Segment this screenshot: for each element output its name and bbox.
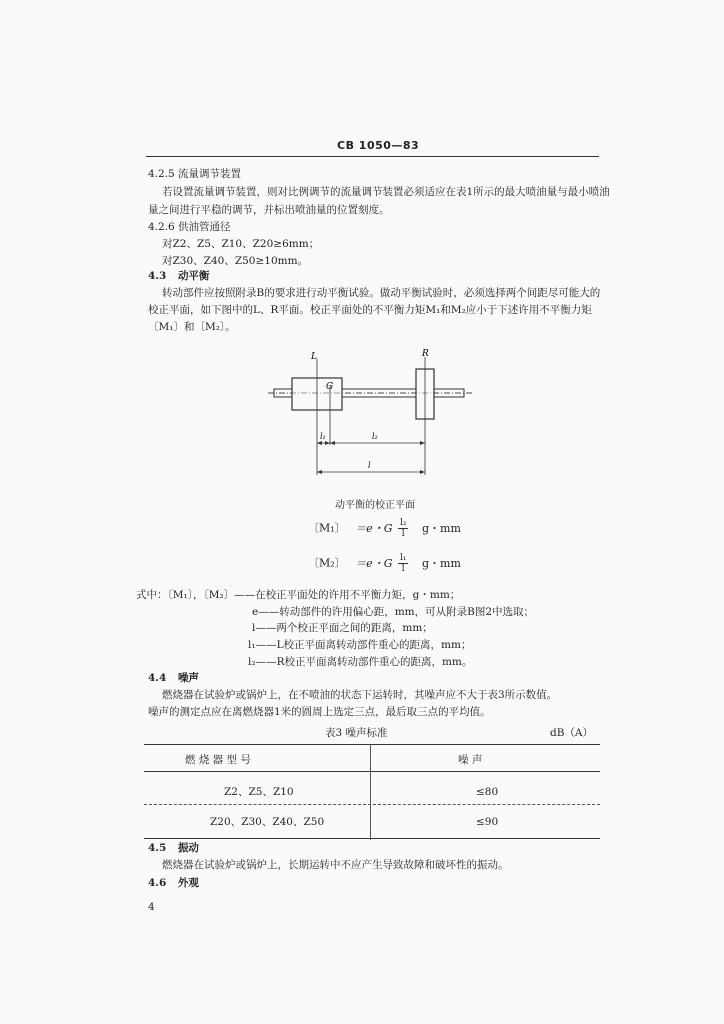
section-4-3-title: 动平衡 (177, 270, 210, 282)
table-row-value: ≤90 (476, 816, 499, 828)
table-row: Z20、Z30、Z40、Z50 (210, 816, 325, 828)
formula-M1-mid: ＝e・G (355, 521, 393, 535)
table-3-col-noise-header: 噪 声 (458, 754, 483, 766)
table-3-header-rule (144, 771, 600, 772)
table-row-value: ≤80 (476, 786, 499, 798)
formula-M2-numerator: l₁ (399, 553, 407, 563)
formula-M2-fraction (398, 553, 409, 574)
section-4-3-body-3: 〔M₁〕和〔M₂〕。 (148, 321, 236, 333)
section-4-6-heading (148, 876, 199, 890)
section-4-4-body-2: 噪声的测定点应在离燃烧器1米的圆周上选定三点，最后取三点的平均值。 (148, 706, 491, 718)
table-3-col-model-header: 燃 烧 器 型 号 (185, 754, 251, 766)
formula-M1-denominator: l (401, 529, 405, 539)
legend-l2: l₂——R校正平面离转动部件重心的距离，mm。 (248, 656, 473, 668)
section-4-3-body-2: 校正平面，如下图中的L、R平面。校正平面处的不平衡力矩M₁和M₂应小于下述许用不平衡力矩 (148, 304, 592, 316)
formula-M2-lhs: 〔M₂〕 (308, 556, 346, 570)
table-3-title: 表3 噪声标准 (325, 727, 388, 739)
section-4-5-number: 4.5 (148, 842, 167, 854)
label-G: G (326, 382, 334, 392)
figure-caption: 动平衡的校正平面 (335, 500, 415, 511)
formula-M2 (308, 553, 461, 574)
section-4-4-heading (148, 671, 199, 685)
formula-M1 (308, 518, 461, 539)
section-4-6-number: 4.6 (148, 877, 167, 889)
formula-M1-fraction (398, 518, 409, 539)
header-rule (146, 156, 599, 157)
section-4-2-6-line-1: 对Z2、Z5、Z10、Z20≥6mm； (162, 238, 320, 250)
section-4-3-body-1: 转动部件应按照附录B的要求进行动平衡试验。做动平衡试验时，必须选择两个间距尽可能大的 (162, 287, 601, 299)
section-4-5-heading (148, 841, 199, 855)
legend-l: l——两个校正平面之间的距离，mm； (252, 622, 433, 634)
section-4-3-number: 4.3 (148, 270, 167, 282)
label-R: R (422, 349, 429, 359)
document-code: CB 1050—83 (337, 139, 420, 152)
formula-M2-unit: g・mm (421, 556, 461, 570)
section-4-5-body: 燃烧器在试验炉或锅炉上，长期运转中不应产生导致故障和破坏性的振动。 (162, 859, 509, 871)
formula-M1-unit: g・mm (421, 521, 461, 535)
section-4-4-body-1: 燃烧器在试验炉或锅炉上，在不喷油的状态下运转时，其噪声应不大于表3所示数值。 (162, 689, 558, 701)
table-row: Z2、Z5、Z10 (224, 786, 294, 798)
formula-M2-mid: ＝e・G (355, 556, 393, 570)
label-l1: l₁ (320, 432, 326, 441)
section-4-2-5-body-1: 若设置流量调节装置，则对比例调节的流量调节装置必须适应在表1所示的最大喷油量与最小喷油 (162, 186, 610, 198)
section-4-5-title: 振动 (177, 842, 199, 854)
legend-e: e——转动部件的许用偏心距，mm，可从附录B图2中选取； (252, 606, 535, 618)
label-l: l (368, 461, 371, 470)
formula-M1-lhs: 〔M₁〕 (308, 521, 346, 535)
table-3-row-divider (144, 804, 600, 805)
section-4-4-number: 4.4 (148, 672, 167, 684)
section-4-4-title: 噪声 (177, 672, 199, 684)
label-L: L (311, 352, 317, 362)
section-4-2-6-line-2: 对Z30、Z40、Z50≥10mm。 (162, 255, 309, 267)
legend-l1: l₁——L校正平面离转动部件重心的距离，mm； (248, 639, 472, 651)
section-4-2-5-heading: 4.2.5 流量调节装置 (148, 168, 242, 180)
section-4-3-heading (148, 269, 209, 283)
table-3-bottom-rule (144, 838, 600, 839)
page-number: 4 (148, 901, 155, 913)
table-3-top-rule (144, 744, 600, 745)
label-l2: l₂ (372, 432, 378, 441)
legend-prefix: 式中：〔M₁〕，〔M₂〕——在校正平面处的许用不平衡力矩，g・mm； (136, 589, 461, 601)
balance-planes-diagram (260, 345, 480, 485)
section-4-2-5-body-2: 量之间进行平稳的调节，并标出喷油量的位置刻度。 (148, 204, 390, 216)
section-4-2-6-heading: 4.2.6 供油管通径 (148, 221, 231, 233)
section-4-6-title: 外观 (177, 877, 199, 889)
table-3-column-divider (370, 744, 371, 840)
formula-M2-denominator: l (401, 564, 405, 574)
table-3-unit: dB（A） (550, 727, 594, 739)
formula-M1-numerator: l₂ (399, 518, 407, 528)
